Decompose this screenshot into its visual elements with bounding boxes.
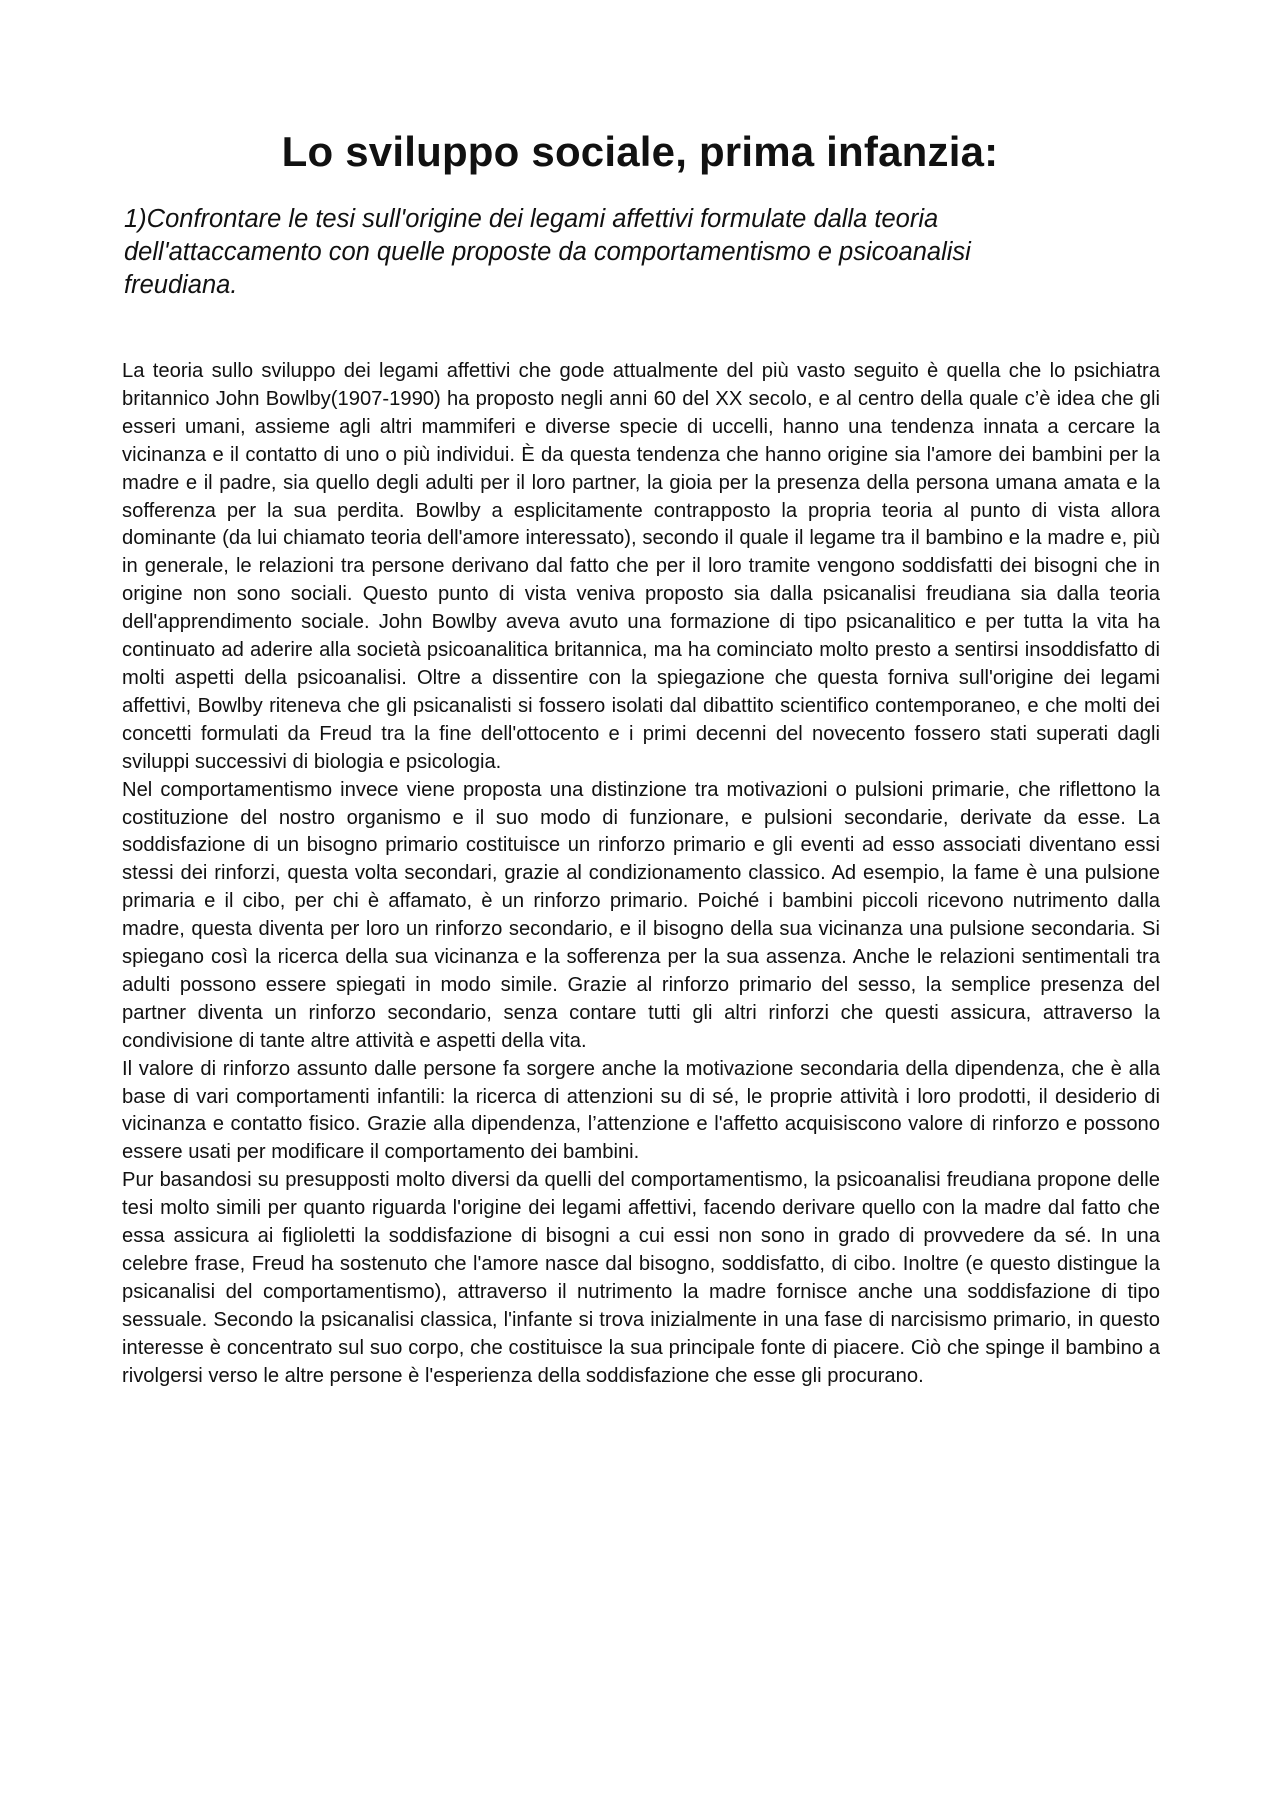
paragraph-2: Nel comportamentismo invece viene proposta una distinzione tra motivazioni o pulsioni primarie, che riflettono la costituzione del nostro organismo e il suo modo di funzionare, e pulsioni secondarie, derivate da esse. La soddisfazione di un bisogno primario costituisce un rinforzo primario e gli eventi ad esso associati diventano essi stessi dei rinforzi, questa volta secondari, grazie al condizionamento classico. Ad esempio, la fame è una pulsione primaria e il cibo, per chi è affamato, è un rinforzo primario. Poiché i bambini piccoli ricevono nutrimento dalla madre, questa diventa per loro un rinforzo secondario, e il bisogno della sua vicinanza una pulsione secondaria. Si spiegano così la ricerca della sua vicinanza e la sofferenza per la sua assenza. Anche le relazioni sentimentali tra adulti possono essere spiegati in modo simile. Grazie al rinforzo primario del sesso, la semplice presenza del partner diventa un rinforzo secondario, senza contare tutti gli altri rinforzi che questi assicura, attraverso la condivisione di tante altre attività e aspetti della vita. — [122, 778, 1160, 1052]
page-title: Lo sviluppo sociale, prima infanzia: — [281, 128, 999, 175]
body-text — [122, 358, 1160, 1391]
paragraph-1: La teoria sullo sviluppo dei legami affettivi che gode attualmente del più vasto seguito è quella che lo psichiatra britannico John Bowlby(1907-1990) ha proposto negli anni 60 del XX secolo, e al centro della quale c’è idea che gli esseri umani, assieme agli altri mammiferi e diverse specie di uccelli, hanno una tendenza innata a cercare la vicinanza e il contatto di uno o più individui. È da questa tendenza che hanno origine sia l'amore dei bambini per la madre e il padre, sia quello degli adulti per il loro partner, la gioia per la presenza della persona umana amata e la sofferenza per la sua perdita. Bowlby a esplicitamente contrapposto la propria teoria al punto di vista allora dominante (da lui chiamato teoria dell'amore interessato), secondo il quale il legame tra il bambino e la madre e, più in generale, le relazioni tra persone derivano dal fatto che per il loro tramite vengono soddisfatti dei bisogni che in origine non sono sociali. Questo punto di vista veniva proposto sia dalla psicanalisi freudiana sia dalla teoria dell'apprendimento sociale. John Bowlby aveva avuto una formazione di tipo psicanalitico e per tutta la vita ha continuato ad aderire alla società psicoanalitica britannica, ma ha cominciato molto presto a sentirsi insoddisfatto di molti aspetti della psicoanalisi. Oltre a dissentire con la spiegazione che questa forniva sull'origine dei legami affettivi, Bowlby riteneva che gli psicanalisti si fossero isolati dal dibattito scientifico contemporaneo, e che molti dei concetti formulati da Freud tra la fine dell'ottocento e i primi decenni del novecento fossero stati superati dagli sviluppi successivi di biologia e psicologia. — [122, 360, 1160, 773]
paragraph-4: Pur basandosi su presupposti molto diversi da quelli del comportamentismo, la psicoanalisi freudiana propone delle tesi molto simili per quanto riguarda l'origine dei legami affettivi, facendo derivare quello con la madre dal fatto che essa assicura ai figlioletti la soddisfazione di bisogni a cui essi non sono in grado di provvedere da sé. In una celebre frase, Freud ha sostenuto che l'amore nasce dal bisogno, soddisfatto, di cibo. Inoltre (e questo distingue la psicanalisi del comportamentismo), attraverso il nutrimento la madre fornisce anche una soddisfazione di tipo sessuale. Secondo la psicanalisi classica, l'infante si trova inizialmente in una fase di narcisismo primario, in questo interesse è concentrato sul suo corpo, che costituisce la sua principale fonte di piacere. Ciò che spinge il bambino a rivolgersi verso le altre persone è l'esperienza della soddisfazione che esse gli procurano. — [122, 1169, 1160, 1387]
question-text: 1)Confrontare le tesi sull'origine dei legami affettivi formulate dalla teoria dell'attaccamento con quelle proposte da comportamentismo e psicoanalisi freudiana. — [124, 205, 971, 299]
paragraph-3: Il valore di rinforzo assunto dalle persone fa sorgere anche la motivazione secondaria della dipendenza, che è alla base di vari comportamenti infantili: la ricerca di attenzioni su di sé, le proprie attività i loro prodotti, il desiderio di vicinanza e contatto fisico. Grazie alla dipendenza, l’attenzione e l'affetto acquisiscono valore di rinforzo e possono essere usati per modificare il comportamento dei bambini. — [122, 1057, 1160, 1164]
